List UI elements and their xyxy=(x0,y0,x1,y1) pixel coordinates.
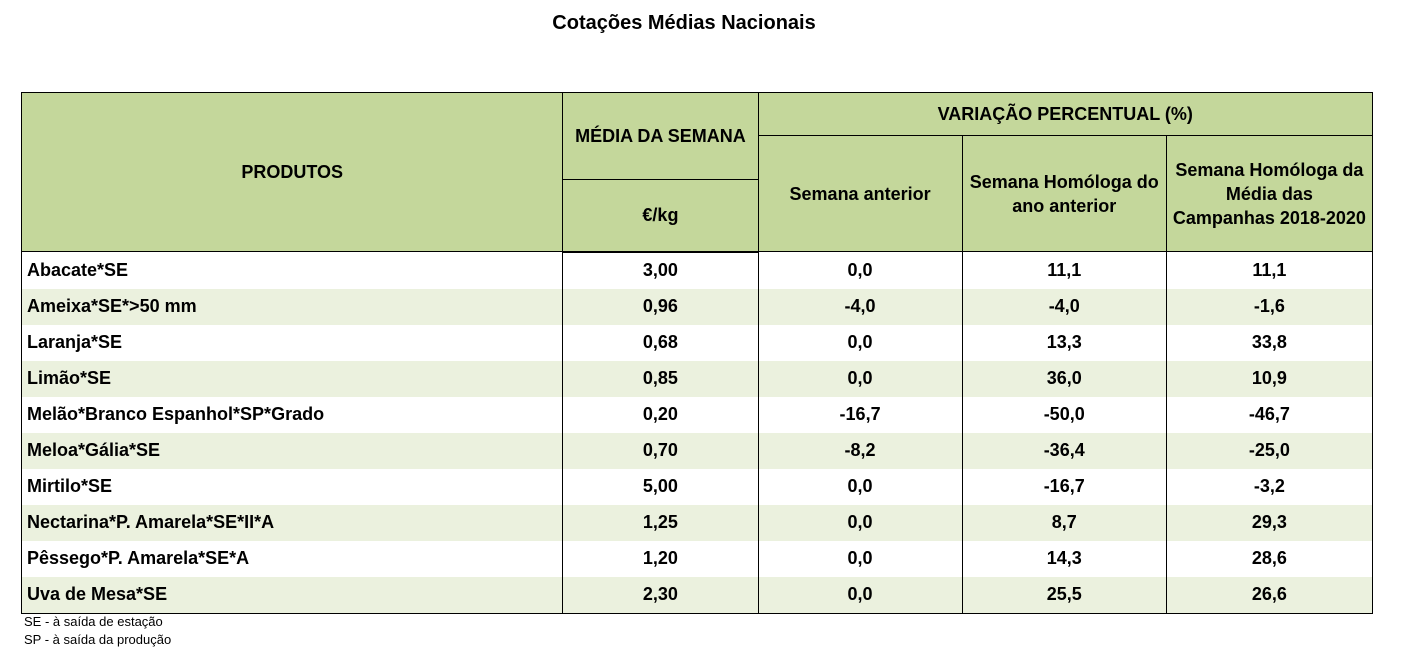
cell-produto: Meloa*Gália*SE xyxy=(22,433,563,469)
header-semana-anterior: Semana anterior xyxy=(758,136,962,252)
cell-produto: Nectarina*P. Amarela*SE*II*A xyxy=(22,505,563,541)
table-body xyxy=(22,252,1373,614)
cell-produto: Abacate*SE xyxy=(22,252,563,289)
cell-homologa-ano-anterior: -4,0 xyxy=(962,289,1166,325)
header-variacao-percentual: VARIAÇÃO PERCENTUAL (%) xyxy=(758,93,1373,136)
cell-produto: Pêssego*P. Amarela*SE*A xyxy=(22,541,563,577)
cell-homologa-media-campanhas: 28,6 xyxy=(1166,541,1372,577)
cell-homologa-ano-anterior: 14,3 xyxy=(962,541,1166,577)
cell-produto: Laranja*SE xyxy=(22,325,563,361)
cell-semana-anterior: 0,0 xyxy=(758,469,962,505)
cell-homologa-media-campanhas: 33,8 xyxy=(1166,325,1372,361)
cell-homologa-media-campanhas: -25,0 xyxy=(1166,433,1372,469)
cell-semana-anterior: 0,0 xyxy=(758,577,962,614)
cell-media-semana: 0,96 xyxy=(563,289,758,325)
cell-homologa-media-campanhas: -3,2 xyxy=(1166,469,1372,505)
header-homologa-ano-anterior: Semana Homóloga do ano anterior xyxy=(962,136,1166,252)
table-row xyxy=(22,469,1373,505)
cell-homologa-ano-anterior: 13,3 xyxy=(962,325,1166,361)
footnote-sp: SP - à saída da produção xyxy=(24,632,172,647)
price-table xyxy=(21,92,1373,614)
table-row xyxy=(22,577,1373,614)
cell-media-semana: 1,20 xyxy=(563,541,758,577)
cell-homologa-media-campanhas: -46,7 xyxy=(1166,397,1372,433)
page-title: Cotações Médias Nacionais xyxy=(552,12,816,34)
footnote-se: SE - à saída de estação xyxy=(24,614,163,629)
cell-produto: Uva de Mesa*SE xyxy=(22,577,563,614)
cell-semana-anterior: -16,7 xyxy=(758,397,962,433)
cell-homologa-ano-anterior: -50,0 xyxy=(962,397,1166,433)
cell-homologa-ano-anterior: 25,5 xyxy=(962,577,1166,614)
header-homologa-media-campanhas: Semana Homóloga da Média das Campanhas 2018-2020 xyxy=(1166,136,1372,252)
cell-media-semana: 2,30 xyxy=(563,577,758,614)
cell-media-semana: 1,25 xyxy=(563,505,758,541)
cell-produto: Melão*Branco Espanhol*SP*Grado xyxy=(22,397,563,433)
table-row xyxy=(22,541,1373,577)
footnotes xyxy=(24,613,171,649)
cell-produto: Mirtilo*SE xyxy=(22,469,563,505)
cell-homologa-media-campanhas: 26,6 xyxy=(1166,577,1372,614)
cell-semana-anterior: 0,0 xyxy=(758,541,962,577)
cell-homologa-media-campanhas: -1,6 xyxy=(1166,289,1372,325)
header-produtos: PRODUTOS xyxy=(22,93,563,252)
cell-semana-anterior: -4,0 xyxy=(758,289,962,325)
table-row xyxy=(22,289,1373,325)
cell-semana-anterior: 0,0 xyxy=(758,505,962,541)
table-row xyxy=(22,325,1373,361)
header-unit: €/kg xyxy=(563,180,758,252)
cell-semana-anterior: 0,0 xyxy=(758,252,962,289)
cell-semana-anterior: -8,2 xyxy=(758,433,962,469)
cell-media-semana: 0,85 xyxy=(563,361,758,397)
table-row xyxy=(22,505,1373,541)
cell-media-semana: 0,68 xyxy=(563,325,758,361)
table-row xyxy=(22,433,1373,469)
cell-homologa-ano-anterior: -16,7 xyxy=(962,469,1166,505)
cell-homologa-ano-anterior: 36,0 xyxy=(962,361,1166,397)
cell-media-semana: 5,00 xyxy=(563,469,758,505)
cell-homologa-ano-anterior: 11,1 xyxy=(962,252,1166,289)
cell-semana-anterior: 0,0 xyxy=(758,361,962,397)
cell-semana-anterior: 0,0 xyxy=(758,325,962,361)
cell-media-semana: 3,00 xyxy=(563,252,758,289)
cell-homologa-ano-anterior: -36,4 xyxy=(962,433,1166,469)
cell-homologa-media-campanhas: 29,3 xyxy=(1166,505,1372,541)
cell-media-semana: 0,20 xyxy=(563,397,758,433)
cell-homologa-ano-anterior: 8,7 xyxy=(962,505,1166,541)
cell-produto: Ameixa*SE*>50 mm xyxy=(22,289,563,325)
table-row xyxy=(22,252,1373,289)
cell-produto: Limão*SE xyxy=(22,361,563,397)
cell-media-semana: 0,70 xyxy=(563,433,758,469)
header-media-semana: MÉDIA DA SEMANA xyxy=(563,93,758,180)
cell-homologa-media-campanhas: 10,9 xyxy=(1166,361,1372,397)
cell-homologa-media-campanhas: 11,1 xyxy=(1166,252,1372,289)
table-row xyxy=(22,397,1373,433)
table-row xyxy=(22,361,1373,397)
